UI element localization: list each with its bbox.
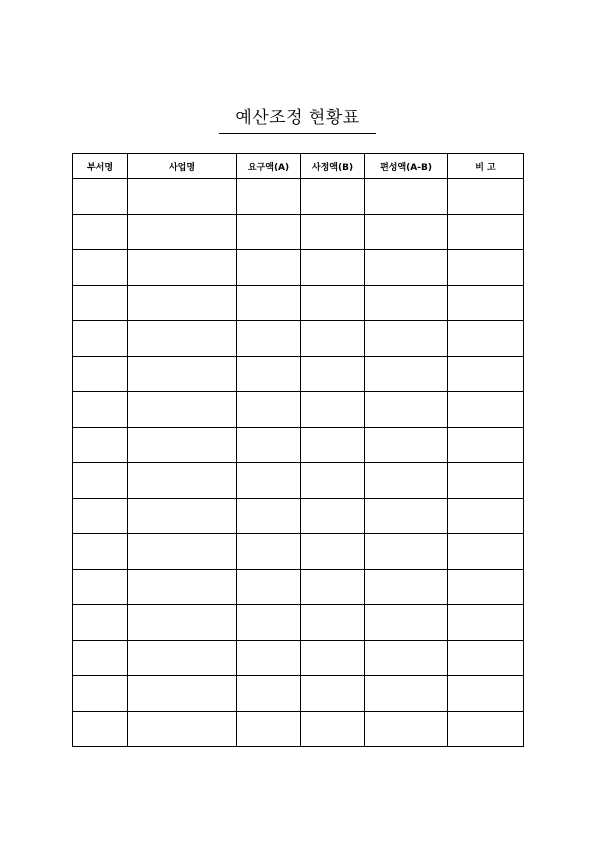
cell-requested-amount[interactable] — [237, 463, 301, 499]
cell-department[interactable] — [73, 569, 128, 605]
cell-requested-amount[interactable] — [237, 250, 301, 286]
cell-requested-amount[interactable] — [237, 179, 301, 215]
cell-allocated-amount[interactable] — [365, 463, 448, 499]
cell-requested-amount[interactable] — [237, 321, 301, 357]
cell-department[interactable] — [73, 321, 128, 357]
cell-project[interactable] — [128, 356, 237, 392]
cell-assessed-amount[interactable] — [301, 179, 365, 215]
table-row — [73, 711, 524, 747]
cell-allocated-amount[interactable] — [365, 569, 448, 605]
cell-project[interactable] — [128, 214, 237, 250]
cell-project[interactable] — [128, 711, 237, 747]
cell-allocated-amount[interactable] — [365, 214, 448, 250]
cell-allocated-amount[interactable] — [365, 250, 448, 286]
cell-requested-amount[interactable] — [237, 214, 301, 250]
cell-allocated-amount[interactable] — [365, 321, 448, 357]
cell-department[interactable] — [73, 498, 128, 534]
cell-project[interactable] — [128, 498, 237, 534]
cell-project[interactable] — [128, 534, 237, 570]
table-row — [73, 214, 524, 250]
cell-department[interactable] — [73, 392, 128, 428]
cell-assessed-amount[interactable] — [301, 569, 365, 605]
cell-requested-amount[interactable] — [237, 392, 301, 428]
cell-allocated-amount[interactable] — [365, 498, 448, 534]
table-row — [73, 463, 524, 499]
cell-assessed-amount[interactable] — [301, 321, 365, 357]
cell-allocated-amount[interactable] — [365, 640, 448, 676]
cell-remarks[interactable] — [448, 285, 524, 321]
cell-requested-amount[interactable] — [237, 640, 301, 676]
cell-project[interactable] — [128, 569, 237, 605]
cell-remarks[interactable] — [448, 463, 524, 499]
table-header-row — [73, 154, 524, 179]
table-body — [73, 179, 524, 747]
cell-assessed-amount[interactable] — [301, 640, 365, 676]
cell-project[interactable] — [128, 605, 237, 641]
cell-allocated-amount[interactable] — [365, 605, 448, 641]
cell-remarks[interactable] — [448, 250, 524, 286]
cell-department[interactable] — [73, 463, 128, 499]
cell-assessed-amount[interactable] — [301, 356, 365, 392]
cell-requested-amount[interactable] — [237, 427, 301, 463]
cell-remarks[interactable] — [448, 640, 524, 676]
cell-project[interactable] — [128, 179, 237, 215]
table-row — [73, 676, 524, 712]
cell-remarks[interactable] — [448, 711, 524, 747]
cell-remarks[interactable] — [448, 676, 524, 712]
cell-allocated-amount[interactable] — [365, 285, 448, 321]
header-assessed-amount: 사정액(B) — [301, 154, 365, 179]
cell-allocated-amount[interactable] — [365, 392, 448, 428]
title-container — [0, 103, 595, 134]
header-project: 사업명 — [128, 154, 237, 179]
cell-allocated-amount[interactable] — [365, 179, 448, 215]
cell-department[interactable] — [73, 676, 128, 712]
cell-remarks[interactable] — [448, 605, 524, 641]
header-department: 부서명 — [73, 154, 128, 179]
cell-assessed-amount[interactable] — [301, 427, 365, 463]
table-row — [73, 356, 524, 392]
cell-assessed-amount[interactable] — [301, 711, 365, 747]
cell-department[interactable] — [73, 179, 128, 215]
cell-allocated-amount[interactable] — [365, 356, 448, 392]
cell-department[interactable] — [73, 605, 128, 641]
cell-remarks[interactable] — [448, 356, 524, 392]
cell-assessed-amount[interactable] — [301, 605, 365, 641]
budget-adjustment-table — [72, 153, 524, 747]
cell-allocated-amount[interactable] — [365, 427, 448, 463]
cell-remarks[interactable] — [448, 392, 524, 428]
cell-remarks[interactable] — [448, 179, 524, 215]
cell-requested-amount[interactable] — [237, 285, 301, 321]
cell-requested-amount[interactable] — [237, 534, 301, 570]
cell-department[interactable] — [73, 711, 128, 747]
document-title: 예산조정 현황표 — [219, 103, 375, 134]
table-row — [73, 569, 524, 605]
table-row — [73, 285, 524, 321]
cell-assessed-amount[interactable] — [301, 250, 365, 286]
cell-assessed-amount[interactable] — [301, 676, 365, 712]
cell-project[interactable] — [128, 392, 237, 428]
cell-allocated-amount[interactable] — [365, 676, 448, 712]
cell-project[interactable] — [128, 427, 237, 463]
table-row — [73, 250, 524, 286]
table-row — [73, 605, 524, 641]
table-row — [73, 534, 524, 570]
cell-department[interactable] — [73, 285, 128, 321]
header-allocated-amount: 편성액(A-B) — [365, 154, 448, 179]
cell-requested-amount[interactable] — [237, 498, 301, 534]
table-row — [73, 321, 524, 357]
table-row — [73, 640, 524, 676]
cell-department[interactable] — [73, 534, 128, 570]
cell-requested-amount[interactable] — [237, 711, 301, 747]
cell-remarks[interactable] — [448, 569, 524, 605]
cell-requested-amount[interactable] — [237, 356, 301, 392]
cell-department[interactable] — [73, 214, 128, 250]
cell-assessed-amount[interactable] — [301, 463, 365, 499]
cell-project[interactable] — [128, 463, 237, 499]
cell-allocated-amount[interactable] — [365, 534, 448, 570]
table-row — [73, 498, 524, 534]
cell-department[interactable] — [73, 356, 128, 392]
cell-department[interactable] — [73, 250, 128, 286]
table-row — [73, 427, 524, 463]
cell-requested-amount[interactable] — [237, 605, 301, 641]
cell-assessed-amount[interactable] — [301, 534, 365, 570]
cell-remarks[interactable] — [448, 214, 524, 250]
cell-assessed-amount[interactable] — [301, 285, 365, 321]
cell-remarks[interactable] — [448, 321, 524, 357]
cell-department[interactable] — [73, 427, 128, 463]
cell-department[interactable] — [73, 640, 128, 676]
cell-project[interactable] — [128, 250, 237, 286]
cell-project[interactable] — [128, 321, 237, 357]
table-row — [73, 392, 524, 428]
cell-allocated-amount[interactable] — [365, 711, 448, 747]
cell-project[interactable] — [128, 640, 237, 676]
cell-assessed-amount[interactable] — [301, 392, 365, 428]
cell-remarks[interactable] — [448, 427, 524, 463]
cell-requested-amount[interactable] — [237, 569, 301, 605]
cell-requested-amount[interactable] — [237, 676, 301, 712]
header-requested-amount: 요구액(A) — [237, 154, 301, 179]
cell-remarks[interactable] — [448, 534, 524, 570]
table-row — [73, 179, 524, 215]
header-remarks: 비 고 — [448, 154, 524, 179]
cell-assessed-amount[interactable] — [301, 498, 365, 534]
cell-remarks[interactable] — [448, 498, 524, 534]
cell-project[interactable] — [128, 676, 237, 712]
cell-project[interactable] — [128, 285, 237, 321]
cell-assessed-amount[interactable] — [301, 214, 365, 250]
